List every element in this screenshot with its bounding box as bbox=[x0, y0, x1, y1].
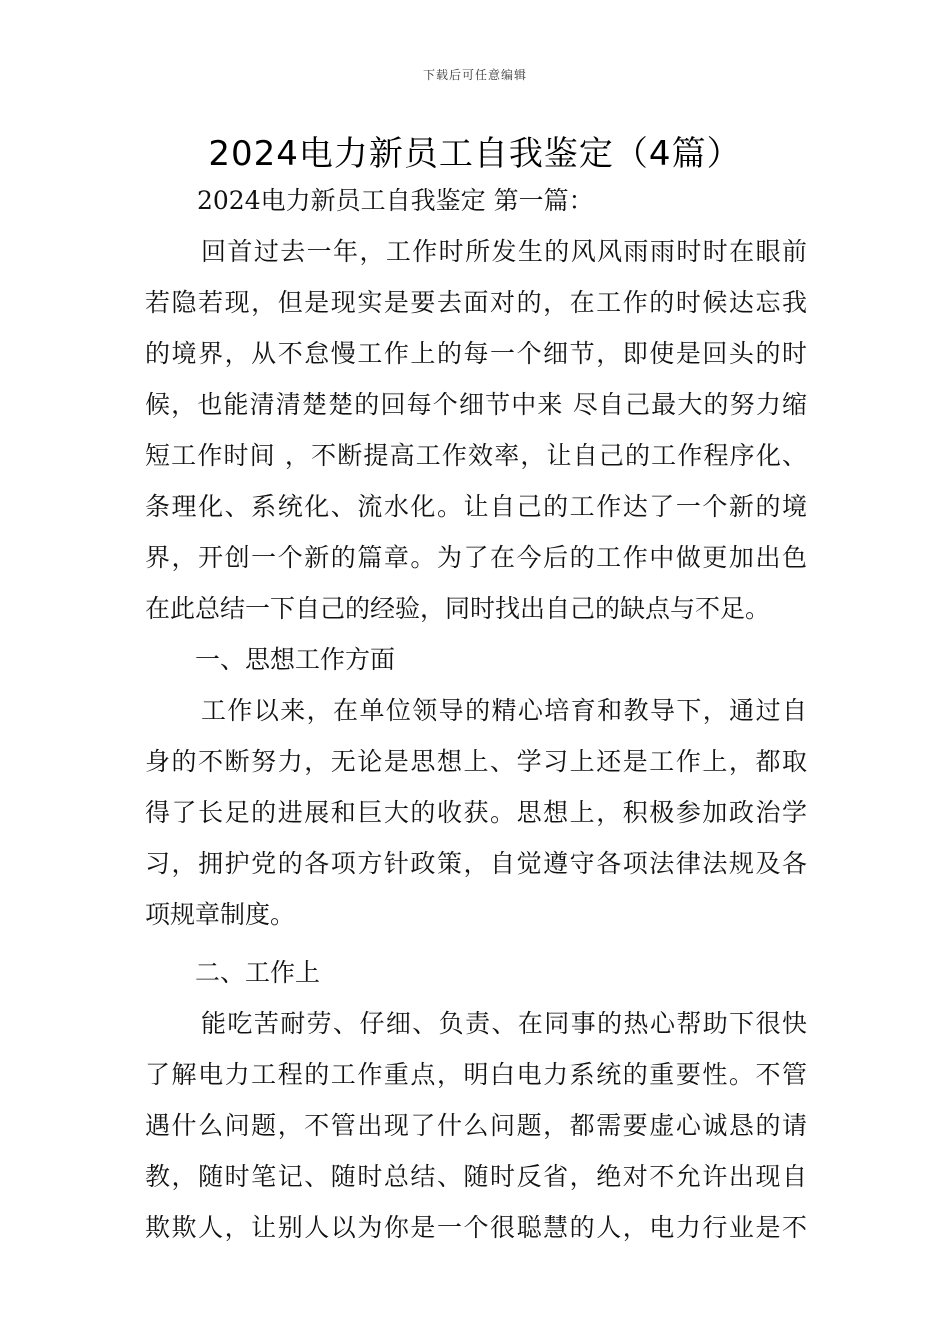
paragraph-line: 教，随时笔记、随时总结、随时反省，绝对不允许出现自 bbox=[145, 1162, 807, 1191]
document-title: 2024电力新员工自我鉴定（4篇） bbox=[208, 134, 742, 174]
paragraph-line: 遇什么问题，不管出现了什么问题，都需要虚心诚恳的请 bbox=[145, 1111, 807, 1140]
paragraph-line: 欺欺人，让别人以为你是一个很聪慧的人，电力行业是不 bbox=[145, 1213, 807, 1242]
paragraph-3 bbox=[145, 1004, 807, 1259]
paragraph-line: 能吃苦耐劳、仔细、负责、在同事的热心帮助下很快 bbox=[201, 1009, 807, 1038]
paragraph-line: 条理化、系统化、流水化。让自己的工作达了一个新的境 bbox=[145, 492, 807, 521]
paragraph-line: 若隐若现，但是现实是要去面对的，在工作的时候达忘我 bbox=[145, 288, 807, 317]
paragraph-line: 了解电力工程的工作重点，明白电力系统的重要性。不管 bbox=[145, 1060, 807, 1089]
paragraph-line: 界，开创一个新的篇章。为了在今后的工作中做更加出色 bbox=[145, 543, 807, 572]
section-heading: 二、工作上 bbox=[195, 958, 321, 987]
paragraph-line: 回首过去一年，工作时所发生的风风雨雨时时在眼前 bbox=[201, 237, 807, 266]
paragraph-line: 身的不断努力，无论是思想上、学习上还是工作上，都取 bbox=[145, 747, 807, 776]
section-subtitle: 2024电力新员工自我鉴定 第一篇： bbox=[197, 186, 594, 215]
paragraph-gap bbox=[145, 946, 807, 953]
section-heading: 一、思想工作方面 bbox=[195, 645, 396, 674]
header-note: 下载后可任意编辑 bbox=[422, 68, 527, 82]
paragraph-line: 短工作时间 ，不断提高工作效率，让自己的工作程序化、 bbox=[145, 441, 807, 470]
paragraph-line: 候，也能清清楚楚的回每个细节中来 尽自己最大的努力缩 bbox=[145, 390, 807, 419]
paragraph-line: 习，拥护党的各项方针政策，自觉遵守各项法律法规及各 bbox=[145, 849, 807, 878]
paragraph-line: 的境界，从不怠慢工作上的每一个细节，即使是回头的时 bbox=[145, 339, 807, 368]
paragraph-1 bbox=[145, 232, 807, 640]
paragraph-2 bbox=[145, 691, 807, 946]
paragraph-line: 工作以来，在单位领导的精心培育和教导下，通过自 bbox=[201, 696, 807, 725]
document-body bbox=[145, 181, 807, 1259]
paragraph-line: 得了长足的进展和巨大的收获。思想上，积极参加政治学 bbox=[145, 798, 807, 827]
paragraph-line: 在此总结一下自己的经验，同时找出自己的缺点与不足。 bbox=[145, 594, 771, 623]
paragraph-line: 项规章制度。 bbox=[145, 900, 296, 929]
